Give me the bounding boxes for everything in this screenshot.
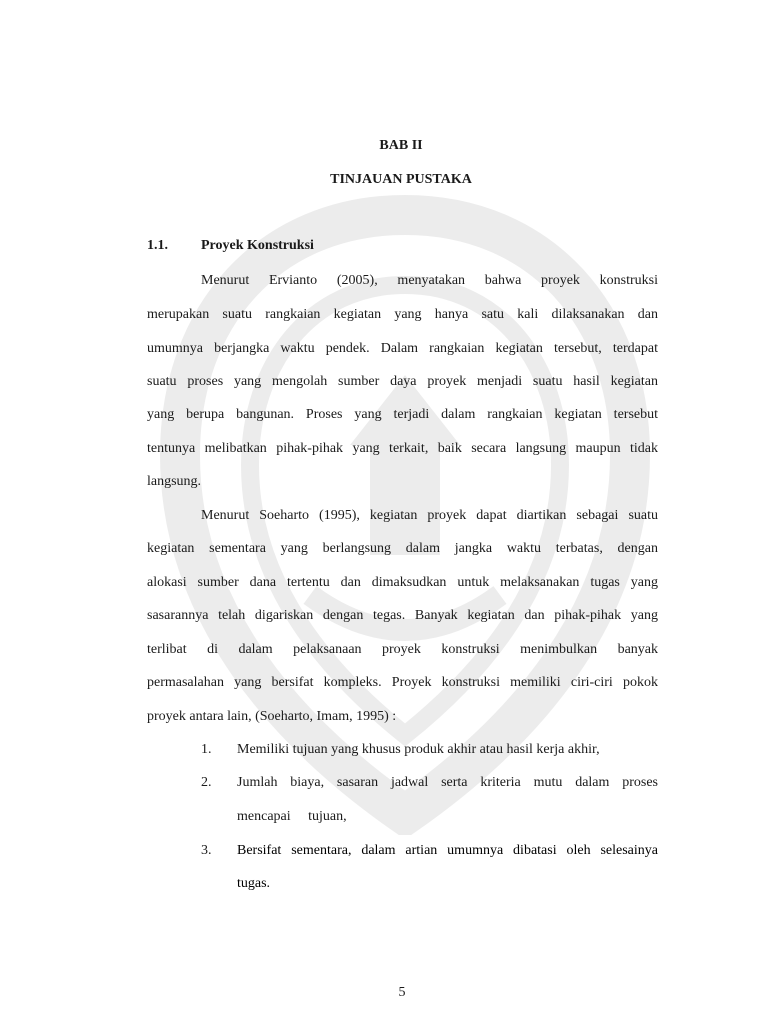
paragraph-line: alokasi sumber dana tertentu dan dimaksudkan untuk melaksanakan tugas yang (147, 575, 658, 590)
section-number: 1.1. (147, 238, 168, 253)
list-item-text: mencapai tujuan, (237, 809, 347, 824)
paragraph-line: umumnya berjangka waktu pendek. Dalam rangkaian kegiatan tersebut, terdapat (147, 341, 658, 356)
section-title: Proyek Konstruksi (201, 238, 314, 253)
list-item-text: Jumlah biaya, sasaran jadwal serta kriteria mutu dalam proses (237, 775, 658, 790)
paragraph-line: sasarannya telah digariskan dengan tegas. Banyak kegiatan dan pihak-pihak yang (147, 608, 658, 623)
list-item-text: Bersifat sementara, dalam artian umumnya dibatasi oleh selesainya (237, 843, 658, 858)
paragraph-line: langsung. (147, 474, 202, 489)
page-number: 5 (398, 985, 406, 1000)
list-item-number: 3. (201, 843, 212, 858)
paragraph-line: tentunya melibatkan pihak-pihak yang terkait, baik secara langsung maupun tidak (147, 441, 658, 456)
chapter-number: BAB II (379, 138, 423, 153)
list-item-number: 1. (201, 742, 212, 757)
chapter-title: TINJAUAN PUSTAKA (330, 172, 472, 187)
paragraph-line: permasalahan yang bersifat kompleks. Proyek konstruksi memiliki ciri-ciri pokok (147, 675, 658, 690)
list-item-text: Memiliki tujuan yang khusus produk akhir atau hasil kerja akhir, (237, 742, 600, 757)
paragraph-line: suatu proses yang mengolah sumber daya proyek menjadi suatu hasil kegiatan (147, 374, 658, 389)
paragraph-line: proyek antara lain, (Soeharto, Imam, 1995) : (147, 709, 397, 724)
list-item-text: tugas. (237, 876, 271, 891)
paragraph-line: terlibat di dalam pelaksanaan proyek konstruksi menimbulkan banyak (147, 642, 658, 657)
paragraph-line: Menurut Ervianto (2005), menyatakan bahwa proyek konstruksi (201, 273, 658, 288)
list-item-number: 2. (201, 775, 212, 790)
paragraph-line: kegiatan sementara yang berlangsung dalam jangka waktu terbatas, dengan (147, 541, 658, 556)
paragraph-line: merupakan suatu rangkaian kegiatan yang hanya satu kali dilaksanakan dan (147, 307, 658, 322)
paragraph-line: yang berupa bangunan. Proses yang terjadi dalam rangkaian kegiatan tersebut (147, 407, 658, 422)
section-heading (147, 238, 314, 254)
paragraph-line: Menurut Soeharto (1995), kegiatan proyek dapat diartikan sebagai suatu (201, 508, 658, 523)
